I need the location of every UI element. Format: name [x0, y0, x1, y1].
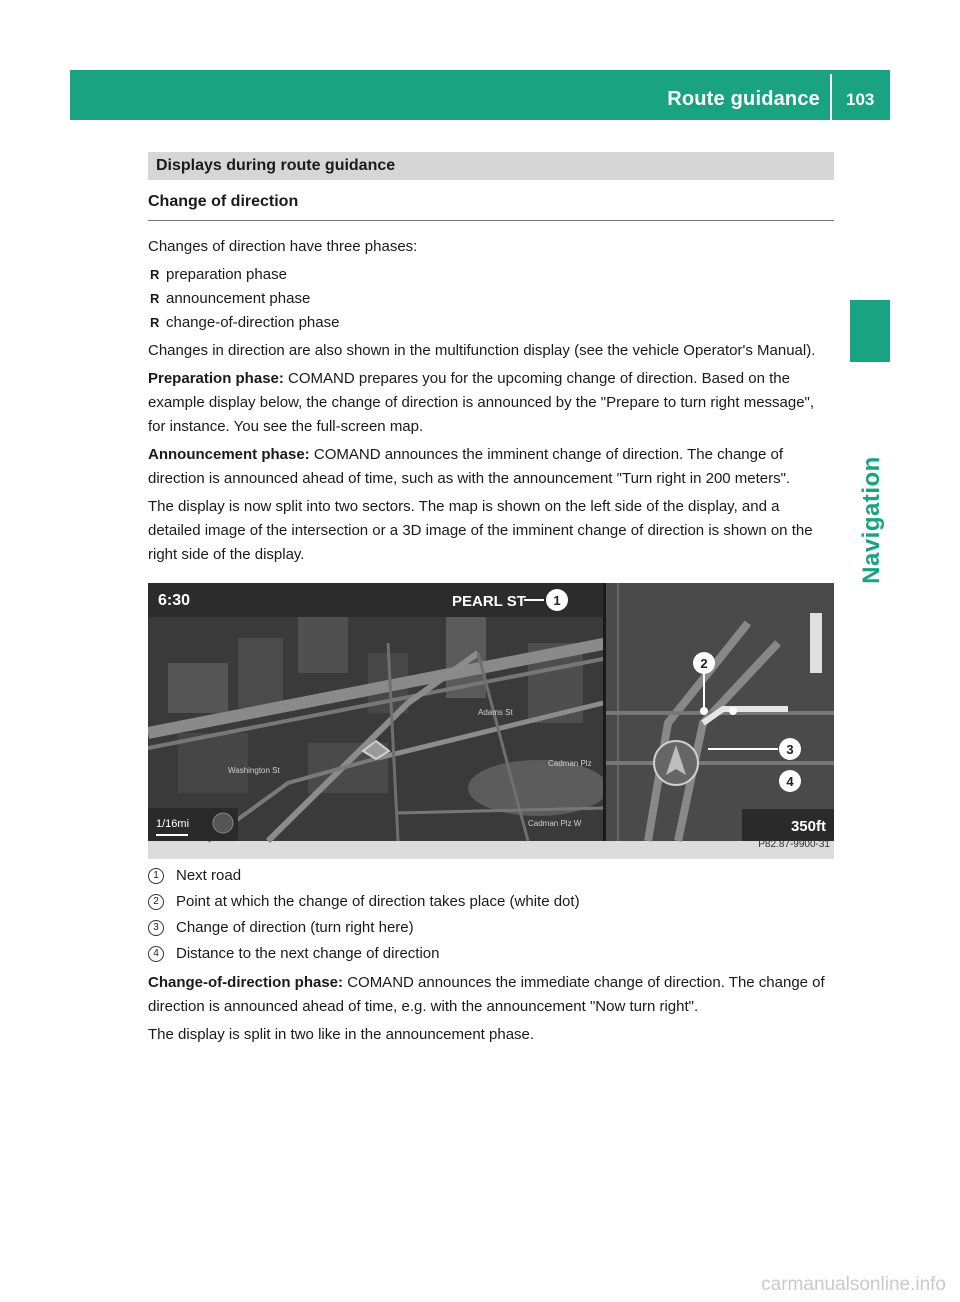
- legend-item: 1 Next road: [148, 863, 834, 889]
- legend-number: 2: [148, 894, 164, 910]
- header-separator: [830, 74, 832, 120]
- section-heading: Displays during route guidance: [148, 152, 834, 180]
- street-label: Adams St: [478, 708, 513, 717]
- legend-number: 1: [148, 868, 164, 884]
- change-phase-paragraph: Change-of-direction phase: COMAND announces the immediate change of direction. The change of direction is announced ahead of time, e.g. with the announcement "Now turn right".: [148, 974, 825, 1015]
- distance-label: 350ft: [790, 818, 826, 835]
- bullet-icon: R: [150, 291, 160, 306]
- bullet-icon: R: [150, 267, 160, 282]
- street-label: Cadman Plz W: [528, 819, 582, 828]
- navigation-display-figure: [148, 583, 834, 859]
- figure-code: P82.87-9900-31: [758, 839, 830, 850]
- legend-number: 4: [148, 946, 164, 962]
- phase-list: [148, 263, 834, 335]
- callout-1: 1: [553, 593, 561, 608]
- mfd-paragraph: Changes in direction are also shown in the multifunction display (see the vehicle Operator's Manual).: [148, 342, 816, 359]
- next-road-label: PEARL ST: [452, 593, 526, 610]
- page-number: 103: [846, 90, 875, 109]
- street-label: Washington St: [228, 766, 280, 775]
- list-item: R announcement phase: [148, 287, 834, 311]
- callout-2: 2: [700, 656, 708, 671]
- street-label: Cadman Plz: [548, 759, 592, 768]
- navigation-display-image: [148, 583, 834, 859]
- legend: [148, 863, 834, 967]
- watermark: carmanualsonline.info: [761, 1274, 946, 1295]
- split-paragraph: The display is now split into two sectors. The map is shown on the left side of the display, and a detailed image of the intersection or a 3D image of the imminent change of direction is shown on the right side of the display.: [148, 498, 813, 563]
- sub-heading: Change of direction: [148, 190, 834, 221]
- side-tab: [850, 300, 890, 362]
- header-title: Route guidance: [667, 88, 820, 110]
- side-label: Navigation: [858, 456, 885, 584]
- content: [148, 152, 834, 1051]
- bullet-icon: R: [150, 315, 160, 330]
- intro-text: Changes of direction have three phases:: [148, 238, 418, 255]
- list-item: R change-of-direction phase: [148, 311, 834, 335]
- legend-item: 4 Distance to the next change of direction: [148, 941, 834, 967]
- closing-paragraph: The display is split in two like in the announcement phase.: [148, 1026, 535, 1043]
- callout-3: 3: [786, 742, 794, 757]
- legend-number: 3: [148, 920, 164, 936]
- preparation-paragraph: Preparation phase: COMAND prepares you for the upcoming change of direction. Based on the example display below, the change of direction is announced by the "Prepare to turn right message", for instance. You see the full-screen map.: [148, 370, 815, 435]
- legend-item: 3 Change of direction (turn right here): [148, 915, 834, 941]
- time-display: 6:30: [158, 592, 191, 609]
- list-item: R preparation phase: [148, 263, 834, 287]
- legend-item: 2 Point at which the change of direction takes place (white dot): [148, 889, 834, 915]
- announcement-paragraph: Announcement phase: COMAND announces the imminent change of direction. The change of direction is announced ahead of time, such as with the announcement "Turn right in 200 meters".: [148, 446, 791, 487]
- callout-4: 4: [786, 774, 794, 789]
- scale-label: 1/16mi: [156, 818, 190, 830]
